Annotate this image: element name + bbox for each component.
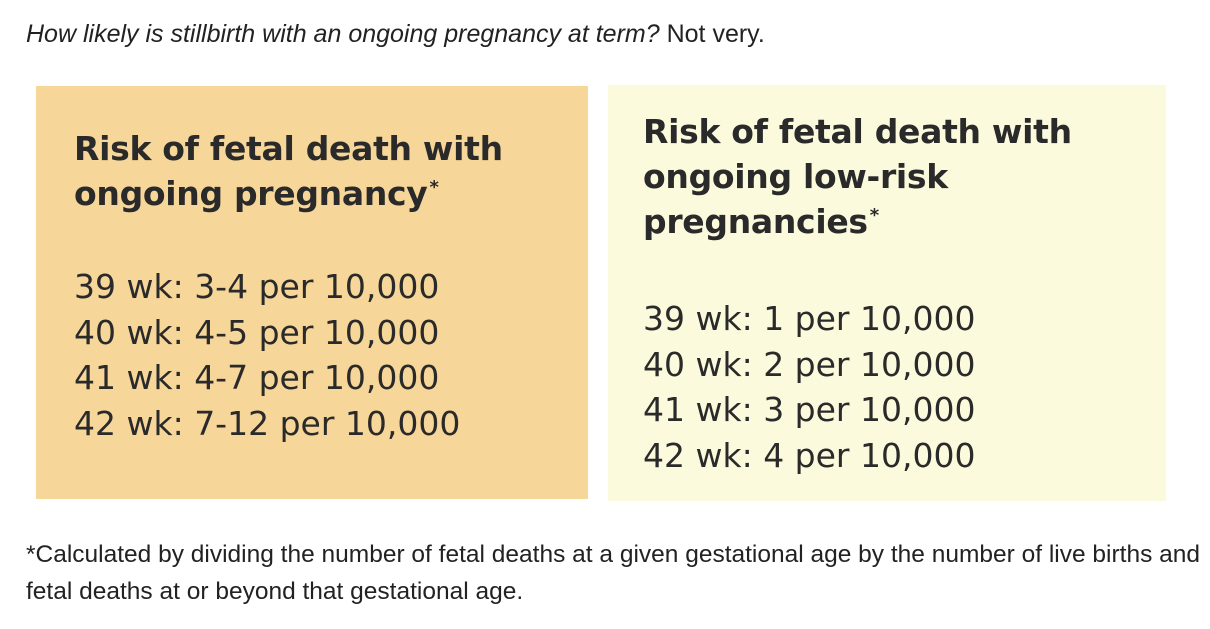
card-title-text: Risk of fetal death with ongoing pregnancy — [74, 129, 503, 213]
risk-list — [643, 296, 1166, 478]
card-title — [643, 109, 1166, 244]
card-title-text: Risk of fetal death with ongoing low-risk pregnancies — [643, 112, 1072, 241]
risk-row-41wk: 41 wk: 4-7 per 10,000 — [74, 358, 440, 397]
risk-row-40wk: 40 wk: 4-5 per 10,000 — [74, 312, 440, 352]
risk-row-40wk: 40 wk: 2 per 10,000 — [643, 344, 976, 384]
risk-row-39wk: 39 wk: 3-4 per 10,000 — [74, 267, 440, 306]
risk-row-39wk: 39 wk: 1 per 10,000 — [643, 299, 976, 338]
intro-answer: Not very. — [666, 20, 765, 48]
risk-row-42wk: 42 wk: 4 per 10,000 — [643, 435, 976, 475]
intro-question: How likely is stillbirth with an ongoing pregnancy at term? — [26, 20, 660, 48]
asterisk-marker: * — [429, 177, 439, 198]
footnote: *Calculated by dividing the number of fetal deaths at a given gestational age by the number of live births and fetal deaths at or beyond that gestational age. — [26, 541, 1201, 605]
asterisk-marker: * — [869, 205, 879, 226]
intro-line — [26, 14, 765, 54]
risk-row-42wk: 42 wk: 7-12 per 10,000 — [74, 403, 461, 443]
risk-card-all-pregnancies — [36, 86, 588, 499]
risk-row-41wk: 41 wk: 3 per 10,000 — [643, 390, 976, 429]
card-title — [74, 126, 588, 216]
risk-card-low-risk-pregnancies — [608, 85, 1166, 501]
risk-list — [74, 264, 588, 446]
